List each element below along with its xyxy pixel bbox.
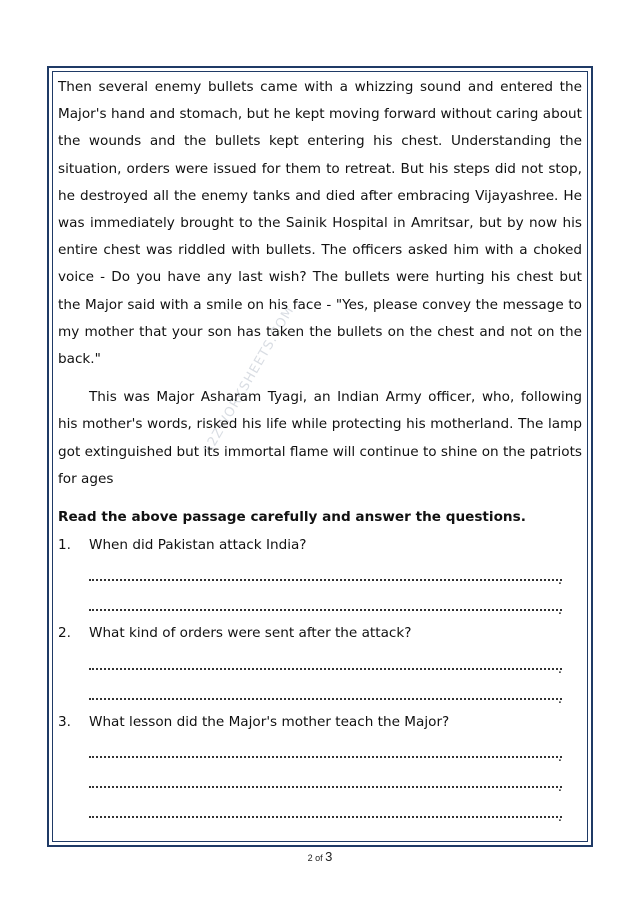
page-number-total: 3 bbox=[325, 849, 333, 864]
page-number bbox=[0, 849, 640, 864]
answer-line-end: . bbox=[557, 749, 562, 765]
answer-line-end: . bbox=[557, 661, 562, 677]
answer-line[interactable] bbox=[89, 736, 582, 766]
passage-paragraph-1: Then several enemy bullets came with a whizzing sound and entered the Major's hand and stomach, but he kept moving forward without caring about the wounds and the bullets kept entering his chest. Understanding the situation, orders were issued for them to retreat. But his steps did not stop, he destroyed all the enemy tanks and died after embracing Vijayashree. He was immediately brought to the Sainik Hospital in Amritsar, but by now his entire chest was riddled with bullets. The officers asked him with a choked voice - Do you have any last wish? The bullets were hurting his chest but the Major said with a smile on his face - "Yes, please convey the message to my mother that your son has taken the bullets on the chest and not on the back." bbox=[58, 79, 582, 368]
question-number: 2. bbox=[58, 625, 71, 642]
question-number: 1. bbox=[58, 537, 71, 554]
answer-line[interactable] bbox=[89, 648, 582, 678]
watermark: A2ZWORKSHEETS.COM bbox=[200, 303, 298, 458]
answer-line-end: . bbox=[557, 573, 562, 589]
worksheet-content bbox=[58, 74, 582, 826]
answer-line-end: . bbox=[557, 603, 562, 619]
question-block-3 bbox=[58, 709, 582, 826]
answer-line[interactable] bbox=[89, 678, 582, 708]
question-text: What kind of orders were sent after the attack? bbox=[89, 625, 412, 642]
page-number-prefix: 2 of bbox=[307, 853, 323, 863]
answer-line[interactable] bbox=[89, 766, 582, 796]
answer-line[interactable] bbox=[89, 796, 582, 826]
answer-line-end: . bbox=[557, 691, 562, 707]
question-text: When did Pakistan attack India? bbox=[89, 537, 307, 554]
answer-line[interactable] bbox=[89, 589, 582, 619]
question-number: 3. bbox=[58, 713, 71, 730]
question-2 bbox=[58, 620, 582, 647]
question-3 bbox=[58, 709, 582, 736]
answer-line-end: . bbox=[557, 809, 562, 825]
question-1 bbox=[58, 532, 582, 559]
question-block-1 bbox=[58, 532, 582, 619]
answer-line[interactable] bbox=[89, 559, 582, 589]
instruction-heading: Read the above passage carefully and answer the questions. bbox=[58, 509, 526, 526]
answer-line-end: . bbox=[557, 779, 562, 795]
question-text: What lesson did the Major's mother teach the Major? bbox=[89, 713, 450, 730]
question-block-2 bbox=[58, 620, 582, 707]
passage-paragraph-2: This was Major Asharam Tyagi, an Indian Army officer, who, following his mother's words, risked his life while protecting his motherland. The lamp got extinguished but its immortal flame will continue to shine on the patriots for ages bbox=[58, 389, 582, 487]
